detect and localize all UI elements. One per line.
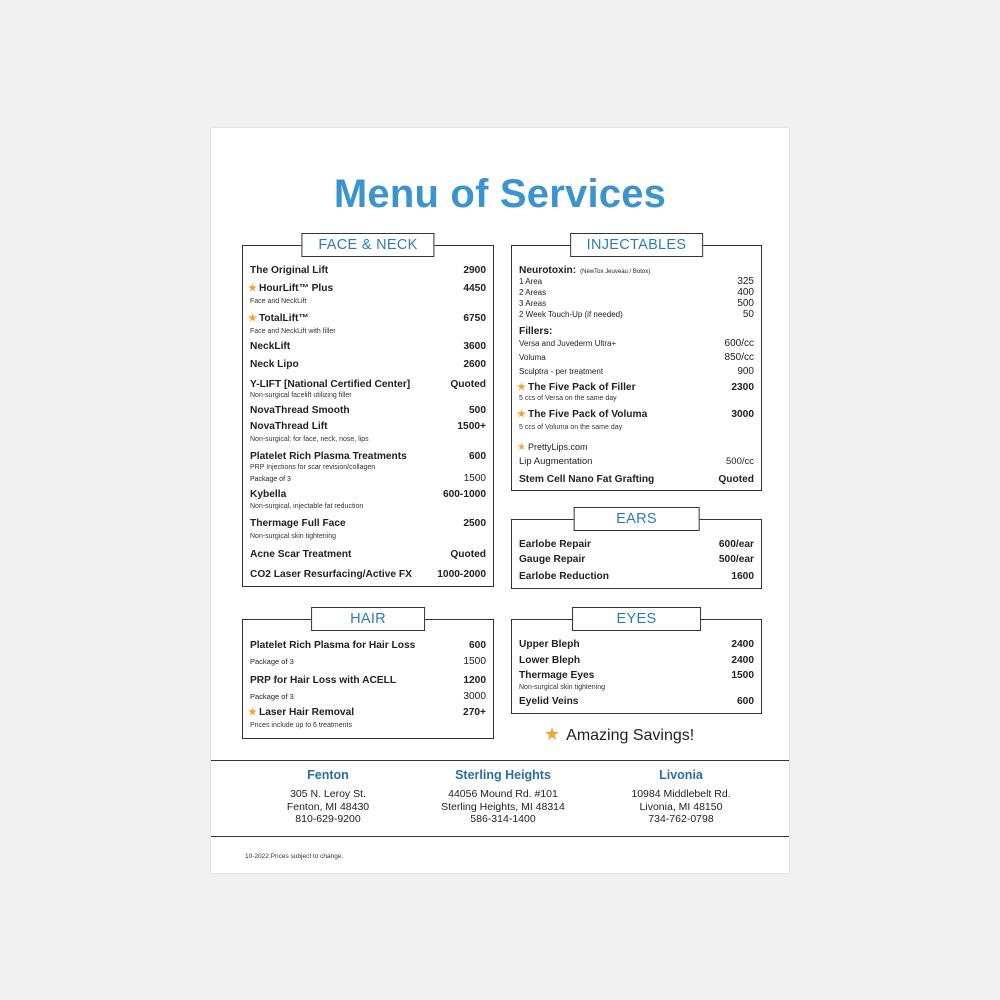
item-note: Non-surgical facelift utilizing filler	[250, 392, 352, 399]
list-item: Acne Scar Treatment Quoted	[250, 549, 486, 560]
star-icon: ★	[517, 409, 526, 420]
location-livonia: Livonia 10984 Middlebelt Rd. Livonia, MI 48150 734-762-0798	[631, 768, 731, 825]
list-item: PRP for Hair Loss with ACELL 1200	[250, 675, 486, 686]
ears-section	[511, 511, 762, 589]
item-note: 5 ccs of Versa on the same day	[519, 395, 617, 402]
page-title: Menu of Services	[333, 172, 667, 216]
list-item: Gauge Repair 500/ear	[519, 554, 754, 565]
list-item: ★ The Five Pack of Voluma 3000	[517, 409, 754, 420]
eyes-section	[511, 611, 762, 714]
ears-heading: EARS	[573, 507, 700, 531]
item-note: Non-surgical: for face, neck, nose, lips	[250, 436, 369, 443]
list-item: The Original Lift 2900	[250, 265, 486, 276]
list-item: ★ HourLift™ Plus 4450	[248, 283, 486, 294]
list-item: NovaThread Smooth 500	[250, 405, 486, 416]
list-item: Stem Cell Nano Fat Grafting Quoted	[519, 474, 754, 485]
list-item: Platelet Rich Plasma Treatments 600	[250, 451, 486, 462]
list-item: Y-LIFT [National Certified Center] Quoted	[250, 379, 486, 390]
eyes-heading: EYES	[572, 607, 702, 631]
face-neck-section	[242, 237, 494, 587]
injectables-section	[511, 237, 762, 491]
list-item: 1 Area 325	[519, 276, 754, 287]
fillers-heading: Fillers:	[519, 326, 553, 337]
star-icon: ★	[544, 724, 561, 744]
footer-top-rule	[211, 760, 789, 761]
neurotoxin-heading: Neurotoxin: (NewTox Jeuveau / Botox)	[519, 265, 651, 276]
list-item: Kybella 600-1000	[250, 489, 486, 500]
item-note: Prices include up to 6 treatments	[250, 722, 352, 729]
list-item: Thermage Eyes 1500	[519, 670, 754, 681]
list-item: ★ The Five Pack of Filler 2300	[517, 382, 754, 393]
face-neck-heading: FACE & NECK	[301, 233, 434, 257]
list-item: Platelet Rich Plasma for Hair Loss 600	[250, 640, 486, 651]
item-note: Face and NeckLift	[250, 298, 307, 305]
list-item: NeckLift 3600	[250, 341, 486, 352]
item-note: 5 ccs of Voluma on the same day	[519, 424, 623, 431]
item-note: Non-surgical skin tightening	[519, 684, 605, 691]
list-item: CO2 Laser Resurfacing/Active FX 1000-2000	[250, 569, 486, 580]
star-icon: ★	[517, 442, 526, 453]
amazing-savings-note: ★ Amazing Savings!	[544, 724, 695, 744]
list-item: Sculptra - per treatment 900	[519, 366, 754, 377]
star-icon: ★	[248, 283, 257, 294]
list-item: Earlobe Reduction 1600	[519, 571, 754, 582]
list-item: ★ Laser Hair Removal 270+	[248, 707, 486, 718]
injectables-heading: INJECTABLES	[570, 233, 704, 257]
list-item: 2 Week Touch-Up (if needed) 50	[519, 309, 754, 320]
location-sterling-heights: Sterling Heights 44056 Mound Rd. #101 Sterling Heights, MI 48314 586-314-1400	[441, 768, 565, 825]
list-item: Voluma 850/cc	[519, 352, 754, 363]
list-item: Package of 3 1500	[250, 656, 486, 667]
fine-print: 10-2022 Prices subject to change.	[245, 853, 344, 860]
star-icon: ★	[248, 313, 257, 324]
item-note: PRP Injections for scar revision/collagen	[250, 464, 376, 471]
star-icon: ★	[248, 707, 257, 718]
list-item: Upper Bleph 2400	[519, 639, 754, 650]
list-item: Eyelid Veins 600	[519, 696, 754, 707]
list-item: Neck Lipo 2600	[250, 359, 486, 370]
footer-bottom-rule	[211, 836, 789, 837]
item-note: Non-surgical, injectable fat reduction	[250, 503, 364, 510]
list-item: Package of 3 3000	[250, 691, 486, 702]
prettylips-item: ★ PrettyLips.com	[517, 442, 588, 453]
list-item: 2 Areas 400	[519, 287, 754, 298]
item-note: Face and NeckLift with filler	[250, 328, 336, 335]
hair-heading: HAIR	[311, 607, 425, 631]
item-note: Non-surgical skin tightening	[250, 533, 336, 540]
list-item: Package of 3 1500	[250, 473, 486, 484]
list-item: 3 Areas 500	[519, 298, 754, 309]
list-item: Lower Bleph 2400	[519, 655, 754, 666]
list-item: ★ TotalLift™ 6750	[248, 313, 486, 324]
hair-section	[242, 611, 494, 739]
list-item: Thermage Full Face 2500	[250, 518, 486, 529]
list-item: Versa and Juvederm Ultra+ 600/cc	[519, 338, 754, 349]
star-icon: ★	[517, 382, 526, 393]
list-item: Lip Augmentation 500/cc	[519, 456, 754, 467]
list-item: NovaThread Lift 1500+	[250, 421, 486, 432]
services-menu-page	[211, 128, 789, 873]
list-item: Earlobe Repair 600/ear	[519, 539, 754, 550]
location-fenton: Fenton 305 N. Leroy St. Fenton, MI 48430 810-629-9200	[286, 768, 370, 825]
